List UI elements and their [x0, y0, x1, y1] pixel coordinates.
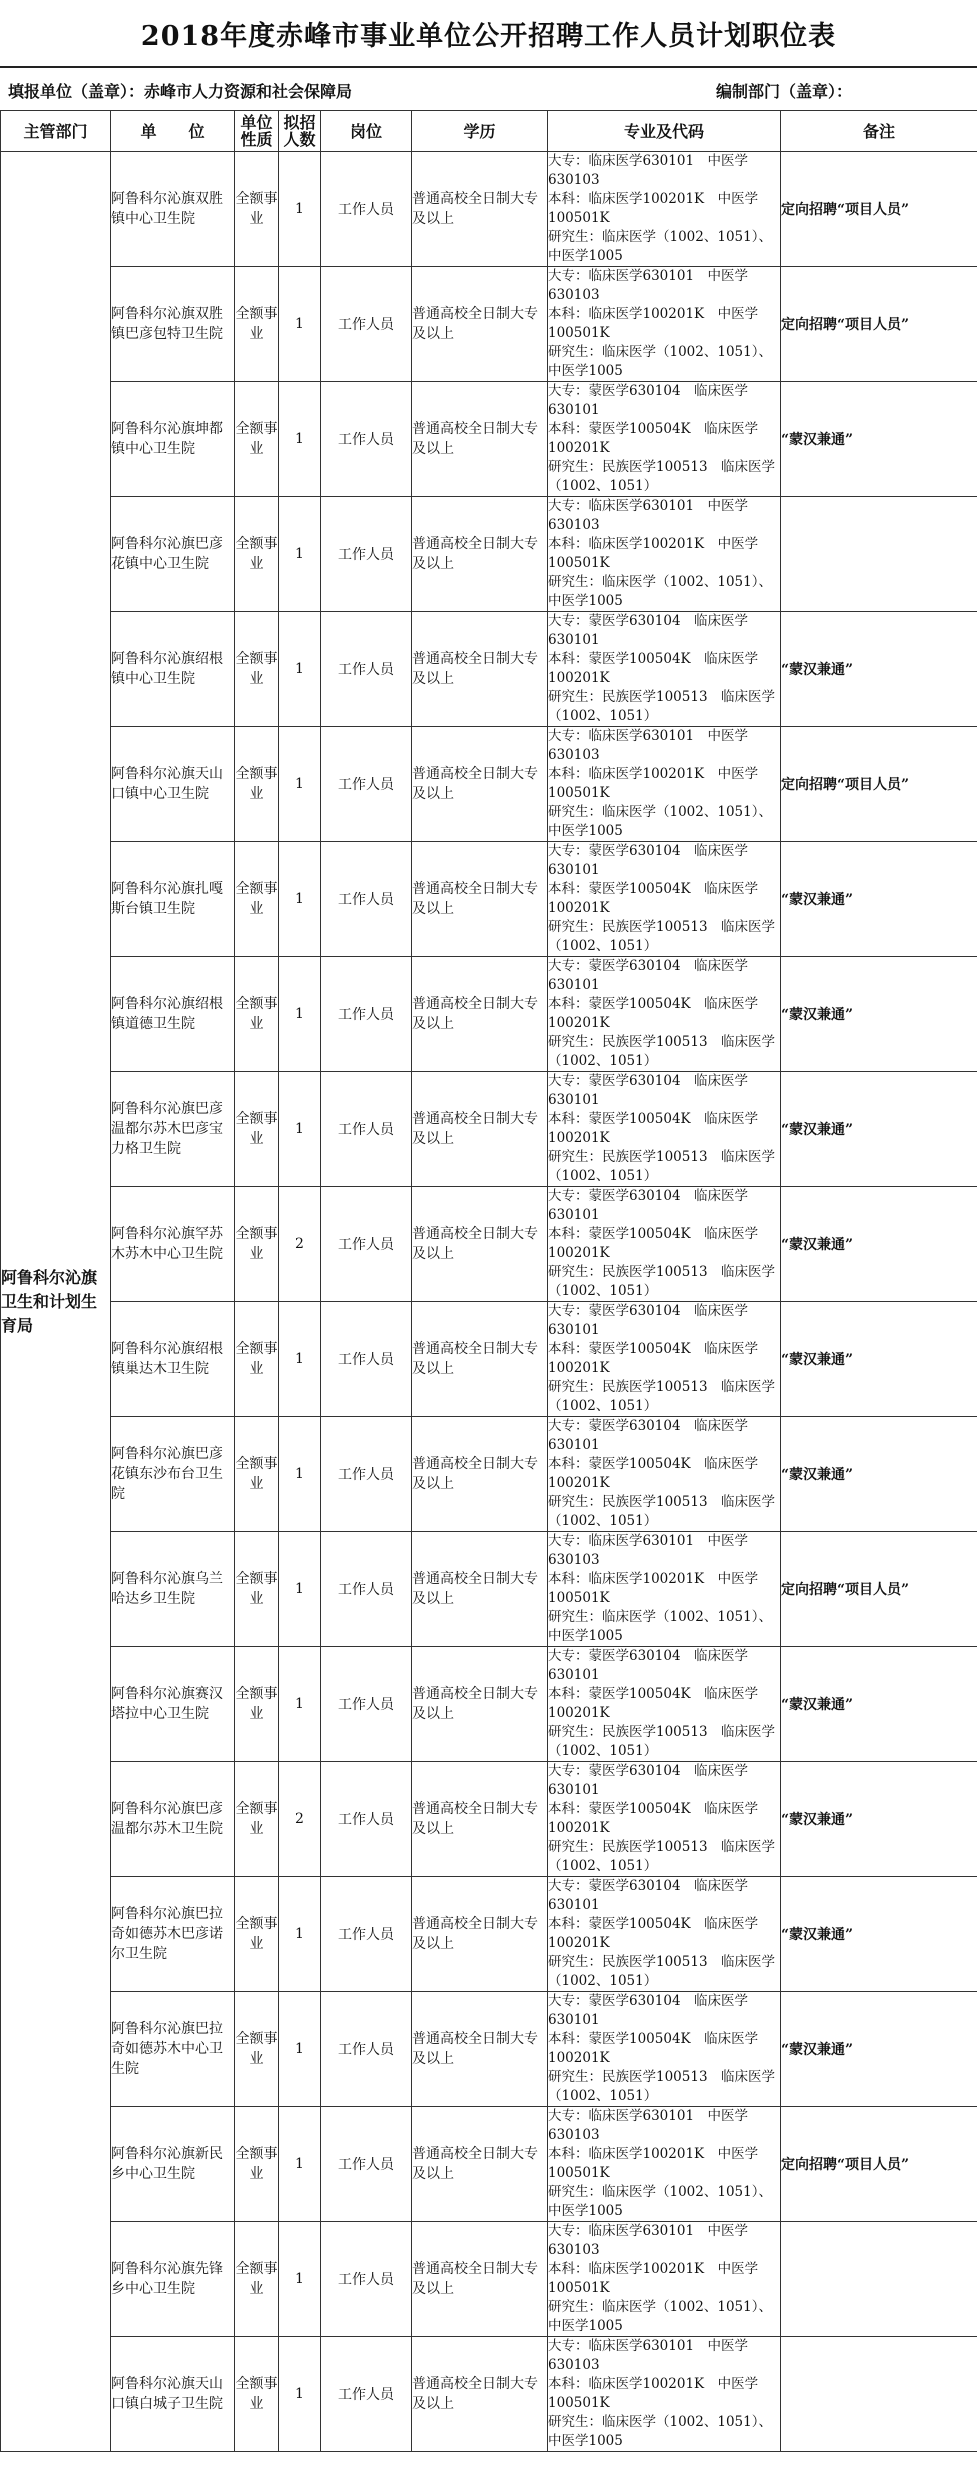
education-cell: 普通高校全日制大专及以上 [412, 1302, 548, 1417]
header-dept: 主管部门 [1, 111, 111, 152]
count-cell: 1 [279, 2337, 321, 2452]
position-cell: 工作人员 [321, 2337, 412, 2452]
nature-cell: 全额事业 [235, 152, 279, 267]
major-cell: 大专：蒙医学630104 临床医学630101 本科：蒙医学100504K 临床医学100201K 研究生：民族医学100513 临床医学（1002、1051） [548, 1762, 781, 1877]
education-cell: 普通高校全日制大专及以上 [412, 727, 548, 842]
filler-bar [0, 66, 977, 110]
count-cell: 1 [279, 1072, 321, 1187]
position-cell: 工作人员 [321, 1302, 412, 1417]
unit-cell: 阿鲁科尔沁旗巴拉奇如德苏木巴彦诺尔卫生院 [111, 1877, 235, 1992]
count-cell: 1 [279, 2107, 321, 2222]
position-cell: 工作人员 [321, 842, 412, 957]
count-cell: 1 [279, 727, 321, 842]
note-cell: “蒙汉兼通” [781, 1992, 977, 2107]
note-cell: “蒙汉兼通” [781, 1877, 977, 1992]
major-cell: 大专：临床医学630101 中医学630103 本科：临床医学100201K 中医学100501K 研究生：临床医学（1002、1051）、中医学1005 [548, 2107, 781, 2222]
table-row [1, 1992, 977, 2107]
position-cell: 工作人员 [321, 1762, 412, 1877]
table-row [1, 382, 977, 497]
position-cell: 工作人员 [321, 497, 412, 612]
header-row [1, 111, 977, 152]
count-cell: 1 [279, 1417, 321, 1532]
table-row [1, 497, 977, 612]
major-cell: 大专：蒙医学630104 临床医学630101 本科：蒙医学100504K 临床医学100201K 研究生：民族医学100513 临床医学（1002、1051） [548, 1417, 781, 1532]
table-row [1, 1302, 977, 1417]
nature-cell: 全额事业 [235, 1302, 279, 1417]
unit-cell: 阿鲁科尔沁旗新民乡中心卫生院 [111, 2107, 235, 2222]
nature-cell: 全额事业 [235, 1417, 279, 1532]
note-cell [781, 2222, 977, 2337]
position-cell: 工作人员 [321, 957, 412, 1072]
nature-cell: 全额事业 [235, 842, 279, 957]
note-cell: 定向招聘“项目人员” [781, 727, 977, 842]
count-cell: 1 [279, 1992, 321, 2107]
note-cell: “蒙汉兼通” [781, 1302, 977, 1417]
count-cell: 1 [279, 1532, 321, 1647]
filler-dept: 编制部门（盖章）： [716, 82, 853, 101]
note-cell: “蒙汉兼通” [781, 1647, 977, 1762]
major-cell: 大专：蒙医学630104 临床医学630101 本科：蒙医学100504K 临床医学100201K 研究生：民族医学100513 临床医学（1002、1051） [548, 842, 781, 957]
note-cell: “蒙汉兼通” [781, 1762, 977, 1877]
education-cell: 普通高校全日制大专及以上 [412, 267, 548, 382]
major-cell: 大专：蒙医学630104 临床医学630101 本科：蒙医学100504K 临床医学100201K 研究生：民族医学100513 临床医学（1002、1051） [548, 612, 781, 727]
nature-cell: 全额事业 [235, 1762, 279, 1877]
position-cell: 工作人员 [321, 1072, 412, 1187]
note-cell: “蒙汉兼通” [781, 1187, 977, 1302]
note-cell [781, 2337, 977, 2452]
major-cell: 大专：临床医学630101 中医学630103 本科：临床医学100201K 中医学100501K 研究生：临床医学（1002、1051）、中医学1005 [548, 2337, 781, 2452]
count-cell: 1 [279, 267, 321, 382]
major-cell: 大专：蒙医学630104 临床医学630101 本科：蒙医学100504K 临床医学100201K 研究生：民族医学100513 临床医学（1002、1051） [548, 1187, 781, 1302]
major-cell: 大专：蒙医学630104 临床医学630101 本科：蒙医学100504K 临床医学100201K 研究生：民族医学100513 临床医学（1002、1051） [548, 1992, 781, 2107]
header-major: 专业及代码 [548, 111, 781, 152]
count-cell: 1 [279, 152, 321, 267]
nature-cell: 全额事业 [235, 1187, 279, 1302]
header-count: 拟招人数 [279, 111, 321, 152]
education-cell: 普通高校全日制大专及以上 [412, 1532, 548, 1647]
major-cell: 大专：临床医学630101 中医学630103 本科：临床医学100201K 中医学100501K 研究生：临床医学（1002、1051）、中医学1005 [548, 497, 781, 612]
table-row [1, 612, 977, 727]
table-row [1, 2337, 977, 2452]
major-cell: 大专：临床医学630101 中医学630103 本科：临床医学100201K 中医学100501K 研究生：临床医学（1002、1051）、中医学1005 [548, 267, 781, 382]
education-cell: 普通高校全日制大专及以上 [412, 842, 548, 957]
position-cell: 工作人员 [321, 267, 412, 382]
unit-cell: 阿鲁科尔沁旗绍根镇中心卫生院 [111, 612, 235, 727]
education-cell: 普通高校全日制大专及以上 [412, 1647, 548, 1762]
education-cell: 普通高校全日制大专及以上 [412, 957, 548, 1072]
table-row [1, 1877, 977, 1992]
header-education: 学历 [412, 111, 548, 152]
dept-cell: 阿鲁科尔沁旗卫生和计划生育局 [1, 152, 111, 2452]
note-cell: “蒙汉兼通” [781, 1417, 977, 1532]
count-cell: 1 [279, 1302, 321, 1417]
education-cell: 普通高校全日制大专及以上 [412, 2107, 548, 2222]
table-row [1, 1762, 977, 1877]
major-cell: 大专：蒙医学630104 临床医学630101 本科：蒙医学100504K 临床医学100201K 研究生：民族医学100513 临床医学（1002、1051） [548, 957, 781, 1072]
major-cell: 大专：蒙医学630104 临床医学630101 本科：蒙医学100504K 临床医学100201K 研究生：民族医学100513 临床医学（1002、1051） [548, 1302, 781, 1417]
unit-cell: 阿鲁科尔沁旗巴拉奇如德苏木中心卫生院 [111, 1992, 235, 2107]
nature-cell: 全额事业 [235, 2337, 279, 2452]
header-note: 备注 [781, 111, 977, 152]
table-row [1, 842, 977, 957]
table-row [1, 957, 977, 1072]
unit-cell: 阿鲁科尔沁旗先锋乡中心卫生院 [111, 2222, 235, 2337]
note-cell: “蒙汉兼通” [781, 1072, 977, 1187]
unit-cell: 阿鲁科尔沁旗坤都镇中心卫生院 [111, 382, 235, 497]
education-cell: 普通高校全日制大专及以上 [412, 1072, 548, 1187]
unit-cell: 阿鲁科尔沁旗天山口镇中心卫生院 [111, 727, 235, 842]
nature-cell: 全额事业 [235, 1647, 279, 1762]
header-unit: 单 位 [111, 111, 235, 152]
nature-cell: 全额事业 [235, 1877, 279, 1992]
count-cell: 2 [279, 1187, 321, 1302]
nature-cell: 全额事业 [235, 1992, 279, 2107]
unit-cell: 阿鲁科尔沁旗双胜镇巴彦包特卫生院 [111, 267, 235, 382]
nature-cell: 全额事业 [235, 2222, 279, 2337]
unit-cell: 阿鲁科尔沁旗天山口镇白城子卫生院 [111, 2337, 235, 2452]
count-cell: 1 [279, 612, 321, 727]
unit-cell: 阿鲁科尔沁旗乌兰哈达乡卫生院 [111, 1532, 235, 1647]
major-cell: 大专：蒙医学630104 临床医学630101 本科：蒙医学100504K 临床医学100201K 研究生：民族医学100513 临床医学（1002、1051） [548, 1072, 781, 1187]
nature-cell: 全额事业 [235, 957, 279, 1072]
note-cell: 定向招聘“项目人员” [781, 1532, 977, 1647]
major-cell: 大专：蒙医学630104 临床医学630101 本科：蒙医学100504K 临床医学100201K 研究生：民族医学100513 临床医学（1002、1051） [548, 1877, 781, 1992]
position-cell: 工作人员 [321, 727, 412, 842]
table-row [1, 1647, 977, 1762]
nature-cell: 全额事业 [235, 727, 279, 842]
unit-cell: 阿鲁科尔沁旗绍根镇巢达木卫生院 [111, 1302, 235, 1417]
nature-cell: 全额事业 [235, 1532, 279, 1647]
count-cell: 1 [279, 957, 321, 1072]
position-cell: 工作人员 [321, 1532, 412, 1647]
table-row [1, 1072, 977, 1187]
position-cell: 工作人员 [321, 152, 412, 267]
nature-cell: 全额事业 [235, 497, 279, 612]
education-cell: 普通高校全日制大专及以上 [412, 612, 548, 727]
unit-cell: 阿鲁科尔沁旗巴彦花镇中心卫生院 [111, 497, 235, 612]
note-cell: 定向招聘“项目人员” [781, 152, 977, 267]
unit-cell: 阿鲁科尔沁旗绍根镇道德卫生院 [111, 957, 235, 1072]
note-cell [781, 497, 977, 612]
filler-unit: 填报单位（盖章）：赤峰市人力资源和社会保障局 [8, 82, 353, 101]
table-row [1, 1532, 977, 1647]
major-cell: 大专：蒙医学630104 临床医学630101 本科：蒙医学100504K 临床医学100201K 研究生：民族医学100513 临床医学（1002、1051） [548, 1647, 781, 1762]
note-cell: 定向招聘“项目人员” [781, 267, 977, 382]
education-cell: 普通高校全日制大专及以上 [412, 382, 548, 497]
table-row [1, 2107, 977, 2222]
count-cell: 1 [279, 2222, 321, 2337]
positions-table [0, 110, 977, 2452]
header-position: 岗位 [321, 111, 412, 152]
position-cell: 工作人员 [321, 1417, 412, 1532]
education-cell: 普通高校全日制大专及以上 [412, 152, 548, 267]
table-row [1, 727, 977, 842]
major-cell: 大专：临床医学630101 中医学630103 本科：临床医学100201K 中医学100501K 研究生：临床医学（1002、1051）、中医学1005 [548, 727, 781, 842]
major-cell: 大专：临床医学630101 中医学630103 本科：临床医学100201K 中医学100501K 研究生：临床医学（1002、1051）、中医学1005 [548, 152, 781, 267]
major-cell: 大专：临床医学630101 中医学630103 本科：临床医学100201K 中医学100501K 研究生：临床医学（1002、1051）、中医学1005 [548, 1532, 781, 1647]
table-row [1, 152, 977, 267]
table-row [1, 267, 977, 382]
nature-cell: 全额事业 [235, 267, 279, 382]
position-cell: 工作人员 [321, 1992, 412, 2107]
unit-cell: 阿鲁科尔沁旗赛汉塔拉中心卫生院 [111, 1647, 235, 1762]
position-cell: 工作人员 [321, 1877, 412, 1992]
position-cell: 工作人员 [321, 612, 412, 727]
position-cell: 工作人员 [321, 2222, 412, 2337]
count-cell: 1 [279, 382, 321, 497]
page-title: 2018年度赤峰市事业单位公开招聘工作人员计划职位表 [140, 20, 837, 52]
education-cell: 普通高校全日制大专及以上 [412, 497, 548, 612]
note-cell: “蒙汉兼通” [781, 957, 977, 1072]
nature-cell: 全额事业 [235, 382, 279, 497]
position-cell: 工作人员 [321, 382, 412, 497]
major-cell: 大专：蒙医学630104 临床医学630101 本科：蒙医学100504K 临床医学100201K 研究生：民族医学100513 临床医学（1002、1051） [548, 382, 781, 497]
table-row [1, 2222, 977, 2337]
note-cell: “蒙汉兼通” [781, 842, 977, 957]
nature-cell: 全额事业 [235, 1072, 279, 1187]
education-cell: 普通高校全日制大专及以上 [412, 1417, 548, 1532]
count-cell: 1 [279, 842, 321, 957]
position-cell: 工作人员 [321, 1187, 412, 1302]
note-cell: “蒙汉兼通” [781, 382, 977, 497]
nature-cell: 全额事业 [235, 2107, 279, 2222]
table-row [1, 1187, 977, 1302]
education-cell: 普通高校全日制大专及以上 [412, 1992, 548, 2107]
major-cell: 大专：临床医学630101 中医学630103 本科：临床医学100201K 中医学100501K 研究生：临床医学（1002、1051）、中医学1005 [548, 2222, 781, 2337]
education-cell: 普通高校全日制大专及以上 [412, 1877, 548, 1992]
count-cell: 1 [279, 1647, 321, 1762]
table-row [1, 1417, 977, 1532]
note-cell: “蒙汉兼通” [781, 612, 977, 727]
unit-cell: 阿鲁科尔沁旗罕苏木苏木中心卫生院 [111, 1187, 235, 1302]
unit-cell: 阿鲁科尔沁旗双胜镇中心卫生院 [111, 152, 235, 267]
position-cell: 工作人员 [321, 2107, 412, 2222]
count-cell: 2 [279, 1762, 321, 1877]
education-cell: 普通高校全日制大专及以上 [412, 1187, 548, 1302]
nature-cell: 全额事业 [235, 612, 279, 727]
count-cell: 1 [279, 1877, 321, 1992]
count-cell: 1 [279, 497, 321, 612]
unit-cell: 阿鲁科尔沁旗扎嘎斯台镇卫生院 [111, 842, 235, 957]
position-cell: 工作人员 [321, 1647, 412, 1762]
header-nature: 单位性质 [235, 111, 279, 152]
education-cell: 普通高校全日制大专及以上 [412, 2222, 548, 2337]
education-cell: 普通高校全日制大专及以上 [412, 1762, 548, 1877]
note-cell: 定向招聘“项目人员” [781, 2107, 977, 2222]
unit-cell: 阿鲁科尔沁旗巴彦花镇东沙布台卫生院 [111, 1417, 235, 1532]
education-cell: 普通高校全日制大专及以上 [412, 2337, 548, 2452]
unit-cell: 阿鲁科尔沁旗巴彦温都尔苏木巴彦宝力格卫生院 [111, 1072, 235, 1187]
unit-cell: 阿鲁科尔沁旗巴彦温都尔苏木卫生院 [111, 1762, 235, 1877]
